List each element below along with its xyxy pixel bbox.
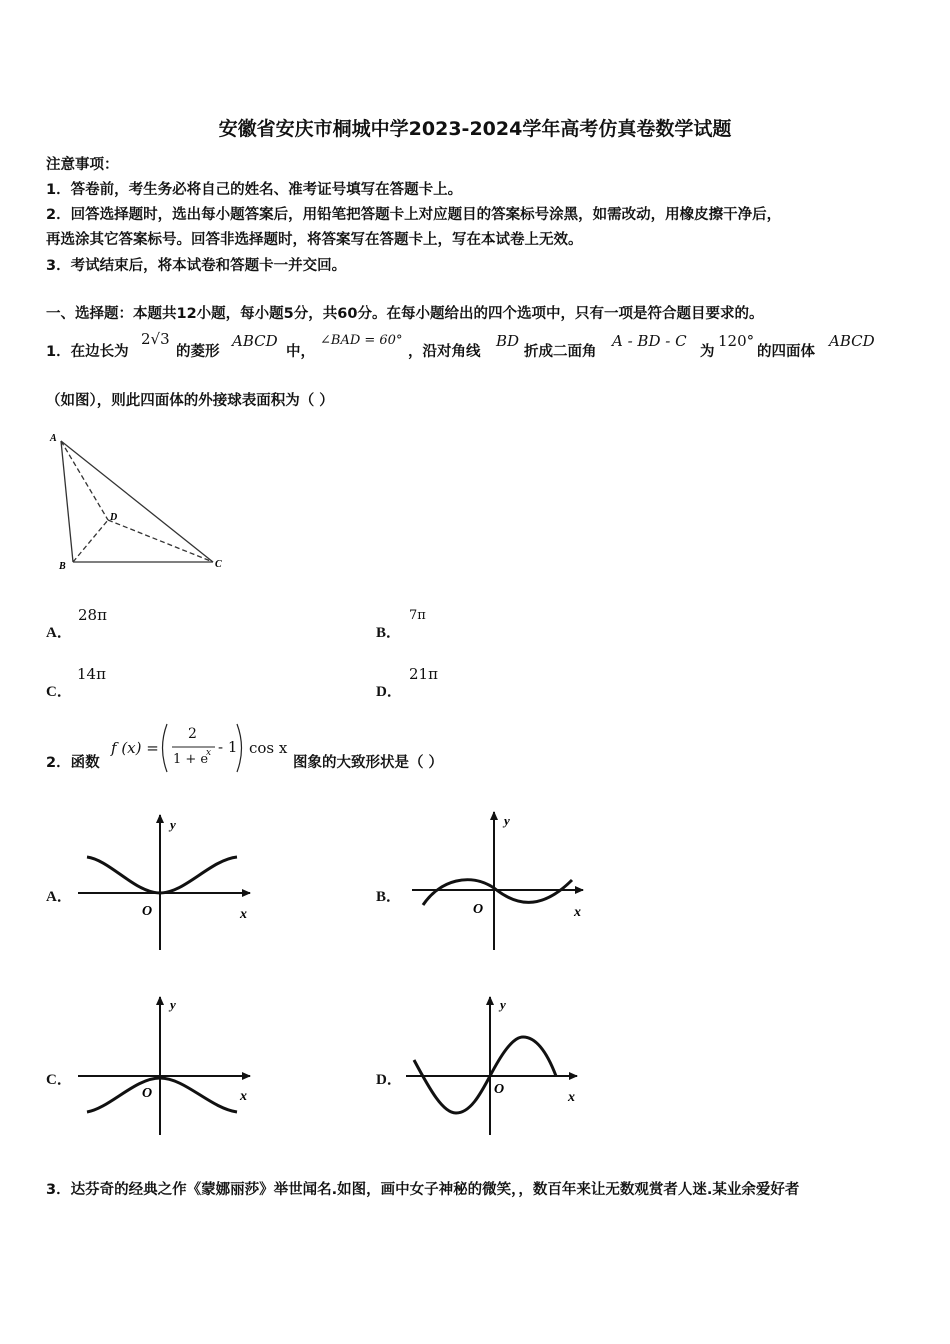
q2-denominator-exponent: x xyxy=(206,748,212,758)
q1-tetrahedron: ABCD xyxy=(829,332,875,350)
q2-option-b-label[interactable]: B． xyxy=(376,889,402,905)
graph-a xyxy=(78,815,250,950)
q1-text: 1．在边长为 xyxy=(46,344,129,360)
notice-item: 2．回答选择题时，选出每小题答案后，用铅笔把答题卡上对应题目的答案标号涂黑，如需改动，用橡皮擦干净后， xyxy=(46,207,782,223)
q1-side-length: 2√3 xyxy=(141,330,170,348)
q2-text: 2．函数 xyxy=(46,755,100,771)
q2-option-c-label[interactable]: C． xyxy=(46,1072,72,1088)
q1-option-b-label[interactable]: B． xyxy=(376,625,402,641)
q1-option-c-label[interactable]: C． xyxy=(46,684,72,700)
q1-option-a-value: 28π xyxy=(78,606,107,624)
graph-b-y-label: y xyxy=(504,813,510,828)
q2-option-d-label[interactable]: D． xyxy=(376,1072,402,1088)
q1-text: 的四面体 xyxy=(757,344,815,360)
graph-a-x-label: x xyxy=(240,907,247,922)
graph-c-origin: O xyxy=(142,1086,153,1101)
graph-a-y-label: y xyxy=(170,817,176,832)
q1-option-a-label[interactable]: A． xyxy=(46,625,72,641)
q2-text: 图象的大致形状是（ ） xyxy=(293,755,444,771)
q2-denominator: 1 + e xyxy=(173,752,209,767)
q2-cos: cos x xyxy=(249,739,288,757)
notice-item: 再选涂其它答案标号。回答非选择题时，将答案写在答题卡上，写在本试卷上无效。 xyxy=(46,232,583,248)
graph-b xyxy=(412,812,583,950)
q1-text: 的菱形 xyxy=(176,344,220,360)
q1-angle-120: 120° xyxy=(718,332,755,350)
graph-c-x-label: x xyxy=(240,1089,247,1104)
q1-dihedral: A - BD - C xyxy=(612,332,687,350)
vertex-label-d: D xyxy=(110,512,118,523)
graph-b-x-label: x xyxy=(574,905,581,920)
q1-angle: ∠BAD = 60° xyxy=(320,333,403,348)
q1-text: 折成二面角 xyxy=(524,344,597,360)
graph-a-origin: O xyxy=(142,904,153,919)
q1-option-d-value: 21π xyxy=(409,665,438,683)
vertex-label-a: A xyxy=(50,433,57,444)
q1-text: 中， xyxy=(286,344,315,360)
notice-item: 3．考试结束后，将本试卷和答题卡一并交回。 xyxy=(46,258,347,274)
graph-c xyxy=(78,997,250,1135)
notice-item: 1．答卷前，考生务必将自己的姓名、准考证号填写在答题卡上。 xyxy=(46,182,463,198)
section-heading: 一、选择题：本题共12小题，每小题5分，共60分。在每小题给出的四个选项中，只有一项是符合题目要求的。 xyxy=(46,306,764,322)
q1-rhombus: ABCD xyxy=(232,332,278,350)
q1-option-c-value: 14π xyxy=(77,665,106,683)
graph-d-x-label: x xyxy=(568,1090,575,1105)
page-title: 安徽省安庆市桐城中学2023-2024学年高考仿真卷数学试题 xyxy=(218,118,732,140)
q1-diagonal: BD xyxy=(496,332,520,350)
q2-function-name: f (x) = xyxy=(111,739,159,757)
graph-b-origin: O xyxy=(473,902,484,917)
vertex-label-c: C xyxy=(215,559,222,570)
q1-text: ，沿对角线 xyxy=(408,344,481,360)
q2-numerator: 2 xyxy=(188,726,197,742)
q1-option-b-value: 7π xyxy=(409,608,426,623)
q1-text-line2: （如图），则此四面体的外接球表面积为（ ） xyxy=(46,393,334,409)
q1-option-d-label[interactable]: D． xyxy=(376,684,402,700)
q1-text: 为 xyxy=(700,344,715,360)
graph-d-origin: O xyxy=(494,1082,505,1097)
q2-minus-one: - 1 xyxy=(218,738,238,756)
notice-heading: 注意事项： xyxy=(46,157,119,173)
graph-d xyxy=(406,997,577,1135)
graph-c-y-label: y xyxy=(170,997,176,1012)
q2-option-a-label[interactable]: A． xyxy=(46,889,72,905)
vertex-label-b: B xyxy=(59,561,66,572)
graph-d-y-label: y xyxy=(500,997,506,1012)
q3-text: 3．达芬奇的经典之作《蒙娜丽莎》举世闻名.如图，画中女子神秘的微笑，，数百年来让无数观赏者人迷.某业余爱好者 xyxy=(46,1182,800,1198)
